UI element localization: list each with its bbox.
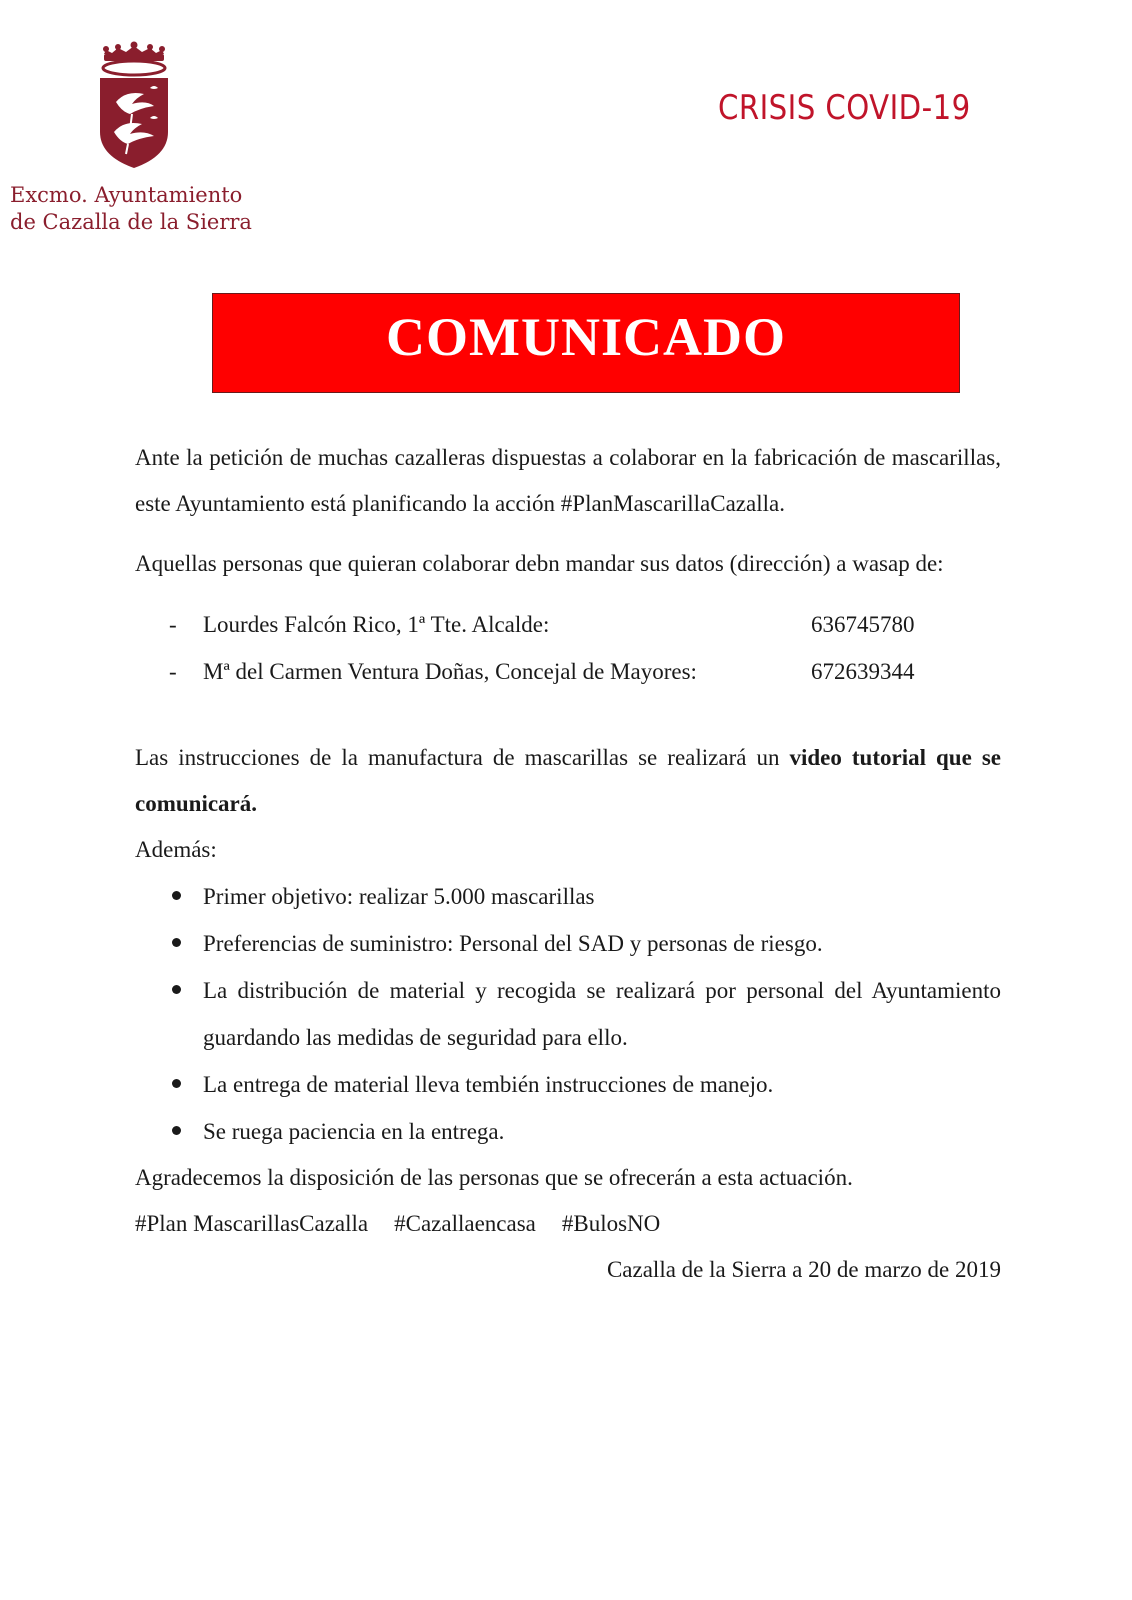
- bullet-icon: [172, 938, 181, 947]
- bullet-item: [135, 1061, 1001, 1108]
- ademas-label: Además:: [135, 837, 217, 862]
- contact-name: Lourdes Falcón Rico, 1ª Tte. Alcalde:: [203, 611, 550, 637]
- organization-name: [10, 182, 270, 236]
- bullet-text: La distribución de material y recogida se realizará por personal del Ayuntamiento guardando las medidas de seguridad para ello.: [203, 978, 1001, 1050]
- bullet-icon: [172, 1126, 181, 1135]
- contact-item: [135, 648, 1001, 695]
- instructions-paragraph: [135, 735, 1001, 827]
- bullet-list: [135, 873, 1001, 1155]
- bullet-item: [135, 967, 1001, 1061]
- banner-title: COMUNICADO: [386, 307, 786, 367]
- intro-paragraph: Ante la petición de muchas cazalleras dispuestas a colaborar en la fabricación de mascarillas, este Ayuntamiento está planificando la acción #PlanMascarillaCazalla.: [135, 445, 1001, 516]
- bullet-item: [135, 920, 1001, 967]
- bullet-icon: [172, 985, 181, 994]
- document-body: [135, 435, 1001, 1293]
- bullet-icon: [172, 1079, 181, 1088]
- contact-phone: 636745780: [811, 611, 915, 637]
- contact-item: [135, 601, 1001, 648]
- crisis-label: CRISIS COVID-19: [718, 88, 971, 128]
- title-banner: [212, 293, 960, 393]
- bullet-icon: [172, 891, 181, 900]
- hashtag-row: [135, 1201, 1001, 1247]
- contact-intro-paragraph: Aquellas personas que quieran colaborar debn mandar sus datos (dirección) a wasap de:: [135, 551, 944, 576]
- hashtag: #Plan MascarillasCazalla: [135, 1211, 369, 1236]
- bullet-item: [135, 1108, 1001, 1155]
- organization-name-line2: de Cazalla de la Sierra: [10, 210, 252, 234]
- bullet-text: La entrega de material lleva tembién instrucciones de manejo.: [203, 1072, 774, 1097]
- coat-of-arms-icon: [92, 40, 176, 170]
- list-dash: -: [169, 658, 177, 684]
- bullet-text: Preferencias de suministro: Personal del SAD y personas de riesgo.: [203, 931, 823, 956]
- contact-name: Mª del Carmen Ventura Doñas, Concejal de Mayores:: [203, 658, 697, 684]
- contact-list: [135, 601, 1001, 695]
- bullet-item: [135, 873, 1001, 920]
- thanks-paragraph: Agradecemos la disposición de las personas que se ofrecerán a esta actuación.: [135, 1165, 853, 1190]
- contact-phone: 672639344: [811, 658, 915, 684]
- instructions-bold-text: video tutorial que se comunicará.: [135, 745, 1001, 816]
- date-line: Cazalla de la Sierra a 20 de marzo de 2019: [606, 1257, 1001, 1282]
- hashtag: #Cazallaencasa: [394, 1211, 536, 1236]
- bullet-text: Primer objetivo: realizar 5.000 mascarillas: [203, 884, 595, 909]
- bullet-text: Se ruega paciencia en la entrega.: [203, 1119, 505, 1144]
- list-dash: -: [169, 611, 177, 637]
- organization-name-line1: Excmo. Ayuntamiento: [10, 183, 243, 207]
- instructions-text: Las instrucciones de la manufactura de mascarillas se realizará un: [135, 745, 790, 770]
- hashtag: #BulosNO: [561, 1211, 661, 1236]
